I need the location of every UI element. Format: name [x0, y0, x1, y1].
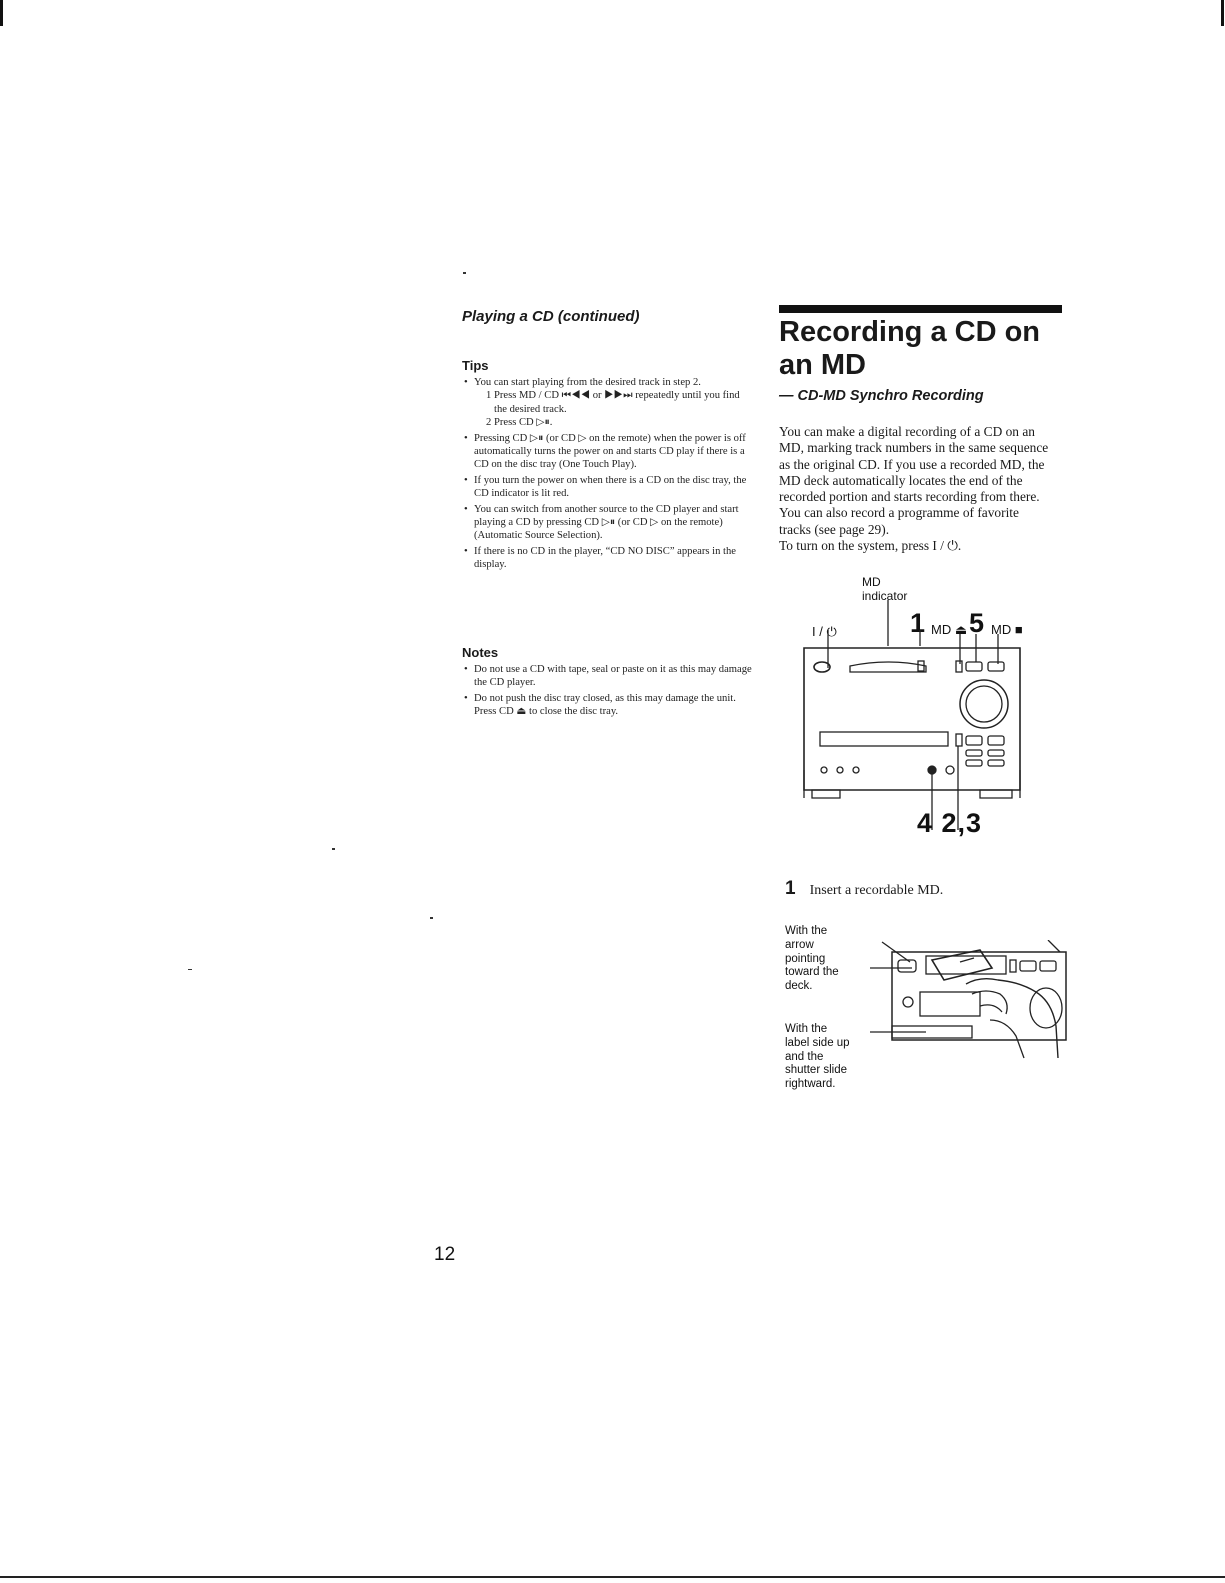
tips-item: • If there is no CD in the player, “CD NO DISC” appears in the display. — [464, 545, 736, 571]
scan-edge-mark-right — [1221, 0, 1224, 26]
md-stop-button-shape — [988, 662, 1004, 671]
scan-speck — [430, 917, 433, 919]
section-title: Recording a CD on an MD — [779, 316, 1041, 381]
tips-list — [462, 376, 752, 574]
scan-bottom-rule — [0, 1576, 1225, 1578]
step-1-number: 1 — [785, 878, 796, 899]
tips-step: 2 Press CD ▷⏸. — [486, 417, 553, 429]
tips-item: • If you turn the power on when there is a CD on the disc tray, the CD indicator is lit red. — [464, 474, 747, 500]
md-eject-button-shape — [956, 661, 962, 672]
notes-item: • Do not use a CD with tape, seal or paste on it as this may damage the CD player. — [464, 664, 752, 689]
scan-speck — [463, 272, 466, 274]
tips-heading: Tips — [462, 358, 489, 373]
callout-label-text: With the label side up and the shutter slide rightward. — [785, 1023, 850, 1091]
display-window-shape — [820, 732, 948, 746]
notes-heading: Notes — [462, 645, 499, 660]
callout-5: 5 — [969, 608, 985, 638]
tips-item: • You can switch from another source to the CD player and start playing a CD by pressing CD ▷⏸ (or CD ▷ on the remote) (Automatic Source Selection). — [464, 503, 739, 542]
hand-outline — [966, 979, 1058, 1058]
tips-item: • You can start playing from the desired track in step 2. 1 Press MD / CD ⏮◀◀ or ▶▶⏭ repeatedly until you find the desired track. 2 Press CD ▷⏸. — [462, 376, 752, 430]
callout-1: 1 — [910, 608, 926, 638]
md-eject-label: MD ⏏ — [931, 622, 968, 637]
body-paragraph: You can make a digital recording of a CD on an MD, marking track numbers in the same sequence as the original CD. If you use a recorded MD, the MD deck automatically locates the end of the recorded portion and starts recording from there. You can also record a programme of favorite tracks (see page 29). To turn on the system, press I / ⏻. — [779, 424, 1049, 554]
step-1-text: Insert a recordable MD. — [809, 883, 944, 898]
callout-arrow-text: With the arrow pointing toward the deck. — [785, 925, 839, 993]
section-rule — [779, 305, 1062, 313]
md-slot-shape — [850, 662, 926, 672]
stereo-front-panel-illustration — [800, 600, 1040, 840]
section-subtitle: — CD-MD Synchro Recording — [779, 388, 984, 404]
md-play-button-shape — [966, 662, 982, 671]
volume-knob-shape — [960, 680, 1008, 728]
tips-step: 1 Press MD / CD ⏮◀◀ or ▶▶⏭ repeatedly until you find the desired track. — [486, 390, 740, 415]
running-head: Playing a CD (continued) — [462, 308, 640, 325]
scan-edge-mark-left — [0, 0, 3, 26]
left-foot — [812, 790, 840, 798]
notes-list — [462, 663, 752, 721]
md-insertion-illustration — [860, 940, 1070, 1070]
tips-item: • Pressing CD ▷⏸ (or CD ▷ on the remote) when the power is off automatically turns the power on and starts CD play if there is a CD on the disc tray (One Touch Play). — [464, 432, 746, 471]
step-1 — [785, 878, 943, 900]
power-instruction: To turn on the system, press I / ⏻. — [779, 538, 962, 554]
deck-power-button — [898, 960, 916, 972]
minidisc-shape — [932, 950, 992, 980]
right-foot — [980, 790, 1012, 798]
md-stop-label: MD ■ — [991, 622, 1023, 637]
callout-bottom: 4 2,3 — [917, 808, 983, 838]
md-indicator-label: MD indicator — [862, 575, 908, 603]
scan-speck — [188, 969, 192, 970]
scan-speck — [332, 848, 335, 850]
power-label: I / ⏻ — [812, 624, 837, 639]
notes-item: • Do not push the disc tray closed, as this may damage the unit. Press CD ⏏ to close the disc tray. — [464, 692, 736, 718]
page-number: 12 — [434, 1244, 456, 1265]
